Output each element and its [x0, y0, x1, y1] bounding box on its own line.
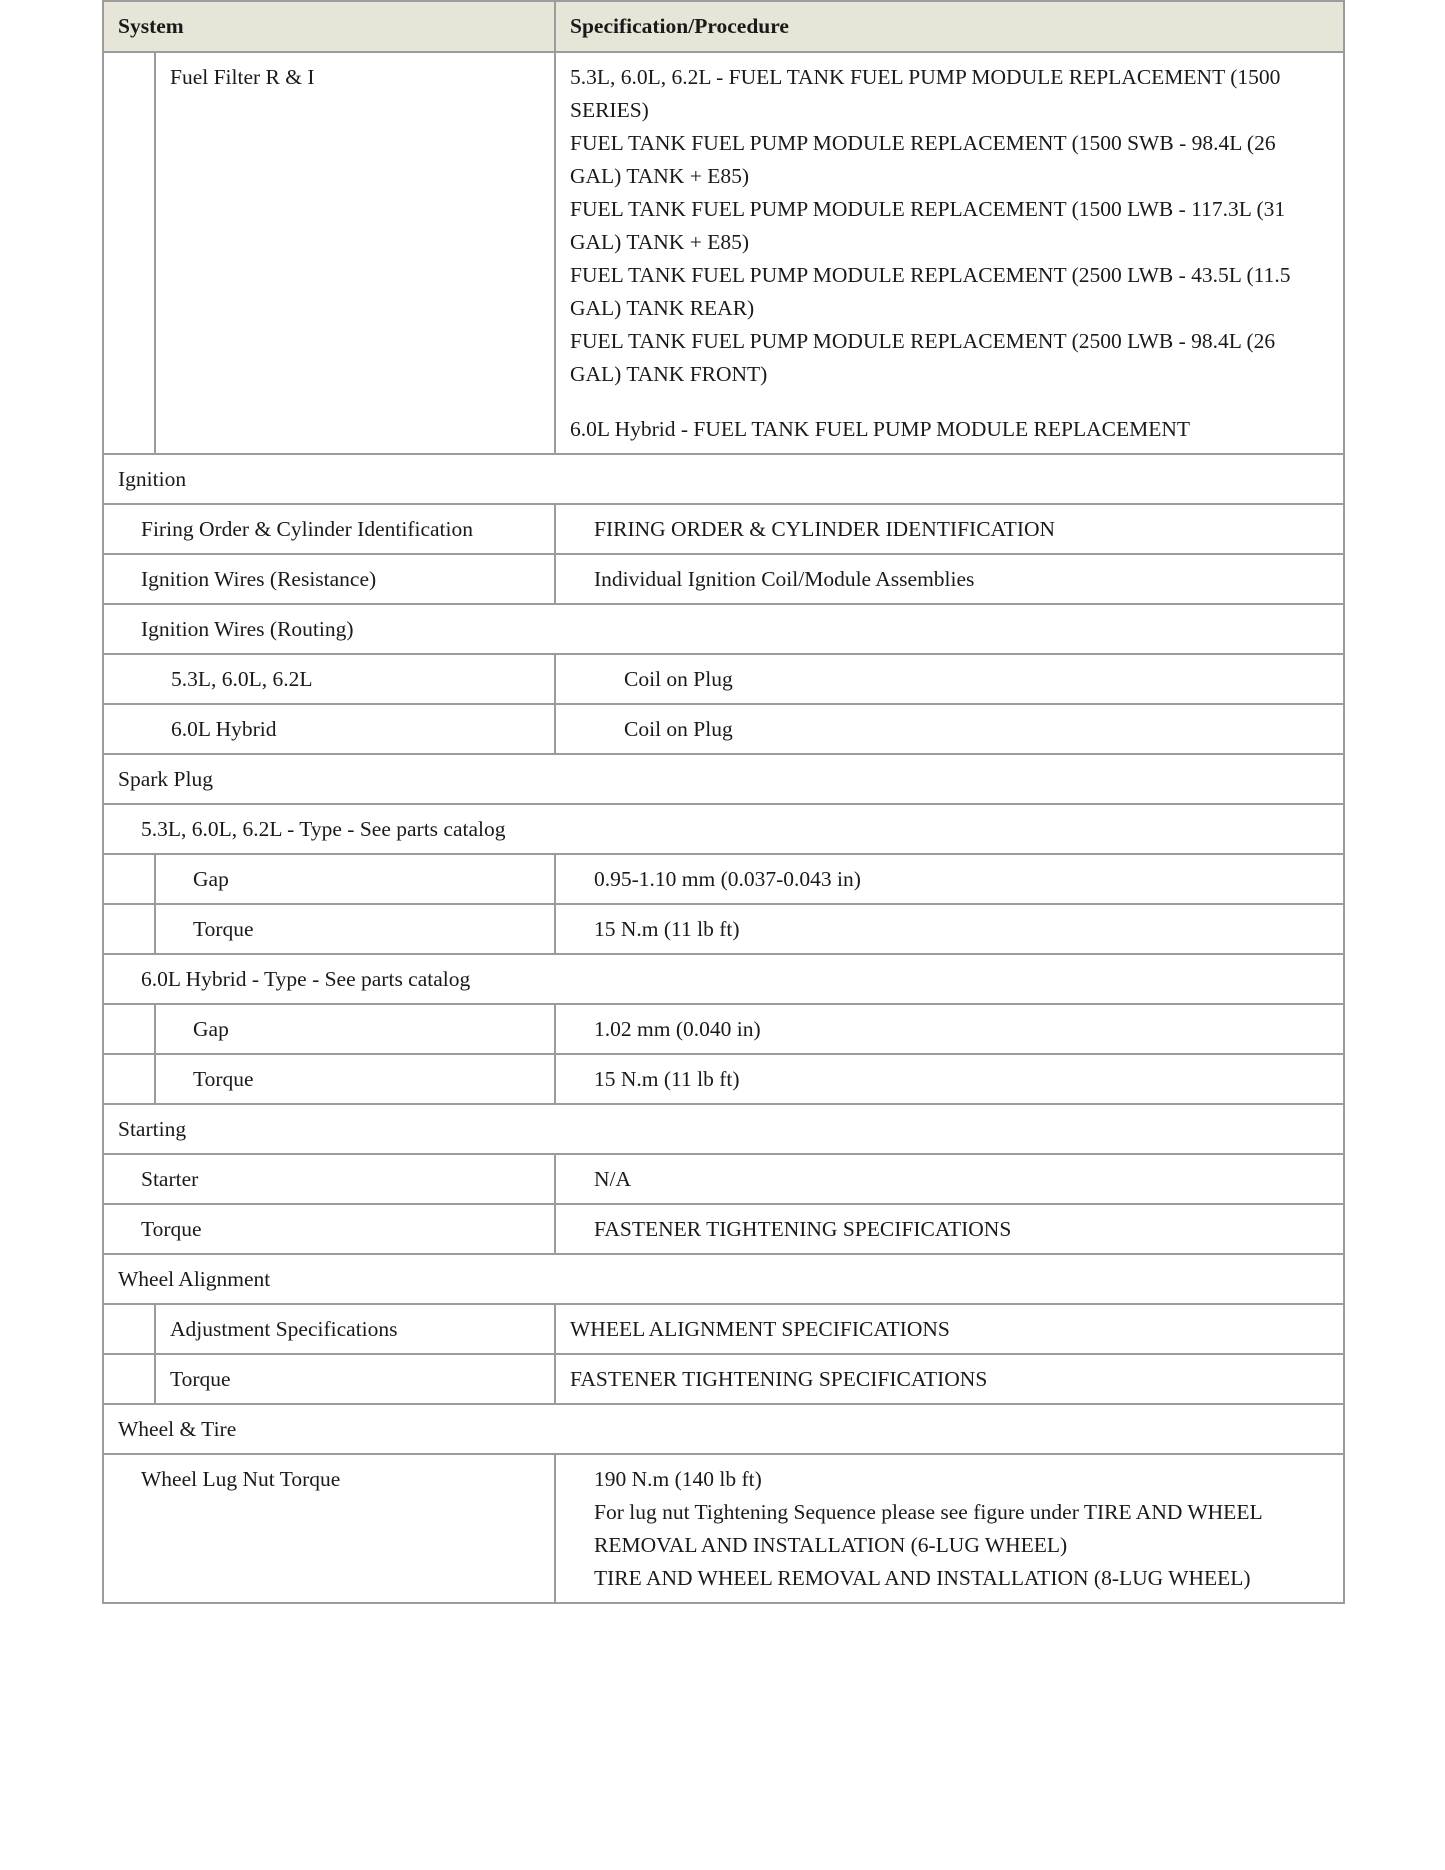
lug-nut-torque-label: Wheel Lug Nut Torque [141, 1467, 341, 1491]
spark-plug-hybrid-label: 6.0L Hybrid - Type - See parts catalog [141, 967, 471, 991]
row-label-cell [103, 504, 555, 554]
category-cell [103, 454, 1344, 504]
table-row [103, 504, 1344, 554]
category-row [103, 1104, 1344, 1154]
starter-value: N/A [594, 1167, 632, 1191]
procedure-link[interactable]: For lug nut Tightening Sequence please see figure under TIRE AND WHEEL REMOVAL AND INSTALLATION (6-LUG WHEEL) [594, 1500, 1262, 1557]
table-row [103, 704, 1344, 754]
category-cell [103, 754, 1344, 804]
table-header-row [103, 1, 1344, 52]
table-row [103, 1304, 1344, 1354]
row-value-cell [555, 1204, 1344, 1254]
row-label-cell [155, 854, 555, 904]
category-cell [103, 1104, 1344, 1154]
row-label-cell [103, 1204, 555, 1254]
indent-cell [103, 904, 155, 954]
table-row [103, 654, 1344, 704]
row-label-cell [103, 1454, 555, 1603]
spark-plug-gas-label: 5.3L, 6.0L, 6.2L - Type - See parts catalog [141, 817, 506, 841]
row-value-cell [555, 52, 1344, 454]
header-spec: Specification/Procedure [555, 1, 1344, 52]
category-row [103, 1404, 1344, 1454]
spec-page [102, 0, 1343, 1604]
indent-cell [103, 1054, 155, 1104]
row-value-cell [555, 1454, 1344, 1603]
table-row [103, 52, 1344, 454]
indent-cell [103, 1354, 155, 1404]
table-row [103, 904, 1344, 954]
alignment-torque-link[interactable]: FASTENER TIGHTENING SPECIFICATIONS [570, 1367, 988, 1391]
row-label-cell [155, 904, 555, 954]
fuel-filter-procedures [556, 53, 1343, 453]
procedure-link[interactable]: FUEL TANK FUEL PUMP MODULE REPLACEMENT (2500 LWB - 98.4L (26 GAL) TANK FRONT) [570, 329, 1276, 386]
spark-gas-torque-value: 15 N.m (11 lb ft) [594, 917, 740, 941]
category-row [103, 454, 1344, 504]
category-cell [103, 1254, 1344, 1304]
spark-gas-torque-label: Torque [193, 917, 254, 941]
row-label-cell [155, 1054, 555, 1104]
subcategory-row [103, 604, 1344, 654]
spark-gas-gap-value: 0.95-1.10 mm (0.037-0.043 in) [594, 867, 861, 891]
row-value-cell [555, 854, 1344, 904]
row-label-cell [103, 654, 555, 704]
table-row [103, 854, 1344, 904]
starter-label: Starter [141, 1167, 199, 1191]
row-value-cell [555, 1154, 1344, 1204]
row-label-cell [155, 1354, 555, 1404]
subcategory-row [103, 804, 1344, 854]
lug-nut-torque-value: 190 N.m (140 lb ft) [594, 1467, 762, 1491]
spacer [570, 391, 1329, 413]
subcategory-cell [103, 604, 1344, 654]
table-row [103, 1204, 1344, 1254]
row-value-cell [555, 1354, 1344, 1404]
row-label-cell [103, 704, 555, 754]
indent-cell [103, 1304, 155, 1354]
subcategory-cell [103, 954, 1344, 1004]
category-cell [103, 1404, 1344, 1454]
row-label-cell [103, 554, 555, 604]
routing-gas-value: Coil on Plug [624, 667, 733, 691]
procedure-link[interactable]: TIRE AND WHEEL REMOVAL AND INSTALLATION (8-LUG WHEEL) [594, 1566, 1251, 1590]
adjustment-specs-label: Adjustment Specifications [170, 1317, 398, 1341]
procedure-link[interactable]: 6.0L Hybrid - FUEL TANK FUEL PUMP MODULE REPLACEMENT [570, 417, 1190, 441]
row-value-cell [555, 1004, 1344, 1054]
spark-hybrid-torque-value: 15 N.m (11 lb ft) [594, 1067, 740, 1091]
table-row [103, 1454, 1344, 1603]
table-row [103, 1354, 1344, 1404]
ignition-wires-resistance-label: Ignition Wires (Resistance) [141, 567, 377, 591]
subcategory-row [103, 954, 1344, 1004]
ignition-wires-resistance-value: Individual Ignition Coil/Module Assemblies [594, 567, 975, 591]
alignment-torque-label: Torque [170, 1367, 231, 1391]
routing-hybrid-value: Coil on Plug [624, 717, 733, 741]
adjustment-specs-link[interactable]: WHEEL ALIGNMENT SPECIFICATIONS [570, 1317, 950, 1341]
category-wheel-tire: Wheel & Tire [118, 1417, 237, 1441]
ignition-wires-routing-label: Ignition Wires (Routing) [141, 617, 354, 641]
subcategory-cell [103, 804, 1344, 854]
row-value-cell [555, 904, 1344, 954]
category-spark-plug: Spark Plug [118, 767, 213, 791]
row-label-cell [155, 52, 555, 454]
procedure-link[interactable]: 5.3L, 6.0L, 6.2L - FUEL TANK FUEL PUMP MODULE REPLACEMENT (1500 SERIES) [570, 65, 1281, 122]
starting-torque-link[interactable]: FASTENER TIGHTENING SPECIFICATIONS [594, 1217, 1012, 1241]
row-label-cell [103, 1154, 555, 1204]
header-system: System [103, 1, 555, 52]
row-value-cell [555, 554, 1344, 604]
category-starting: Starting [118, 1117, 187, 1141]
starting-torque-label: Torque [141, 1217, 202, 1241]
table-row [103, 1054, 1344, 1104]
specification-table [102, 0, 1345, 1604]
row-value-cell [555, 504, 1344, 554]
firing-order-label: Firing Order & Cylinder Identification [141, 517, 473, 541]
lug-nut-torque-values [556, 1455, 1343, 1602]
table-row [103, 1154, 1344, 1204]
row-label-cell [155, 1304, 555, 1354]
table-row [103, 1004, 1344, 1054]
category-wheel-alignment: Wheel Alignment [118, 1267, 271, 1291]
category-row [103, 1254, 1344, 1304]
procedure-link[interactable]: FUEL TANK FUEL PUMP MODULE REPLACEMENT (1500 SWB - 98.4L (26 GAL) TANK + E85) [570, 131, 1276, 188]
indent-cell [103, 854, 155, 904]
firing-order-link[interactable]: FIRING ORDER & CYLINDER IDENTIFICATION [594, 517, 1056, 541]
category-ignition: Ignition [118, 467, 187, 491]
procedure-link[interactable]: FUEL TANK FUEL PUMP MODULE REPLACEMENT (1500 LWB - 117.3L (31 GAL) TANK + E85) [570, 197, 1286, 254]
table-row [103, 554, 1344, 604]
spark-hybrid-gap-value: 1.02 mm (0.040 in) [594, 1017, 761, 1041]
row-value-cell [555, 1054, 1344, 1104]
procedure-link[interactable]: FUEL TANK FUEL PUMP MODULE REPLACEMENT (2500 LWB - 43.5L (11.5 GAL) TANK REAR) [570, 263, 1291, 320]
routing-hybrid-label: 6.0L Hybrid [171, 717, 277, 741]
row-label-cell [155, 1004, 555, 1054]
spark-gas-gap-label: Gap [193, 867, 229, 891]
row-value-cell [555, 1304, 1344, 1354]
spark-hybrid-gap-label: Gap [193, 1017, 229, 1041]
row-value-cell [555, 654, 1344, 704]
spark-hybrid-torque-label: Torque [193, 1067, 254, 1091]
indent-cell [103, 1004, 155, 1054]
indent-cell [103, 52, 155, 454]
row-value-cell [555, 704, 1344, 754]
category-row [103, 754, 1344, 804]
routing-gas-label: 5.3L, 6.0L, 6.2L [171, 667, 313, 691]
fuel-filter-label: Fuel Filter R & I [170, 65, 315, 89]
